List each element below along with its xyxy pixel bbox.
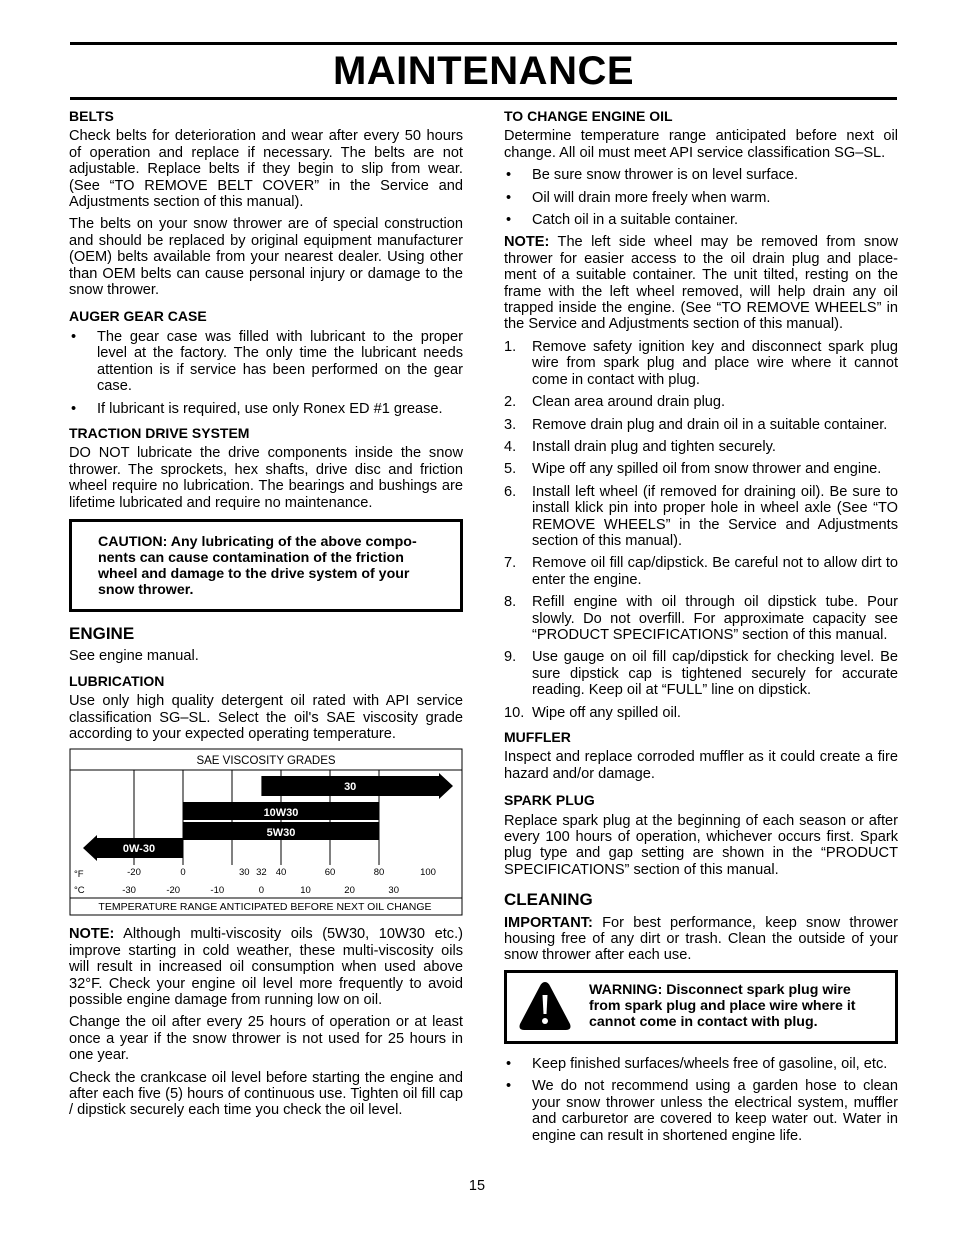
list-item: • Keep finished surfaces/wheels free of gasoline, oil, etc. bbox=[504, 1056, 898, 1072]
step-text: Wipe off any spilled oil. bbox=[532, 704, 681, 721]
step-text: Remove safety ignition key and disconnect spark plug wire from spark plug and place wire where it cannot come in contact with plug. bbox=[532, 338, 898, 388]
fahrenheit-tick-label: 0 bbox=[180, 867, 186, 879]
step-number: 6. bbox=[504, 483, 517, 500]
celsius-unit: °C bbox=[74, 885, 85, 897]
step-number: 8. bbox=[504, 594, 517, 611]
engine-heading: ENGINE bbox=[69, 623, 135, 643]
change-oil-list bbox=[504, 167, 898, 228]
wheel-note-text: The left side wheel may be removed from snow thrower for easier access to the oil drain plug and place-ment of a suitable container. The unit tilted, resting on the frame with the left wheel removed, will help drain any oil trapped inside the engine. (See “TO REMOVE WHEELS” in the Service and Adjustments section of this manual). bbox=[504, 234, 898, 333]
spark-plug-paragraph: Replace spark plug at the beginning of each season or after every 100 hours of operation, whichever occurs first. Spark plug type and gap setting are shown in the “PRODUCT SPECIFICATIONS” section of this manual. bbox=[504, 812, 898, 878]
belts-heading: BELTS bbox=[69, 108, 114, 124]
wheel-note-paragraph bbox=[504, 234, 898, 332]
step-text: Install drain plug and tighten securely. bbox=[532, 438, 776, 455]
belts-paragraph-1: Check belts for deterioration and wear after every 50 hours of operation and replace if necessary. The belts are not adjustable. Replace belts if they begin to slip from wear. (See “TO REMOVE BELT COVER” in the Service and Adjustments section of this manual). bbox=[69, 128, 463, 211]
list-item: • Oil will drain more freely when warm. bbox=[504, 190, 898, 206]
note-text: Although multi-viscosity oils (5W30, 10W30 etc.) improve starting in cold weather, these multi-viscosity oils will result in increased oil consumption when used above 32°F. Check your engine oil level more frequently to avoid possible engine damage from running low on oil. bbox=[69, 926, 463, 1008]
list-item bbox=[504, 417, 898, 433]
step-number: 5. bbox=[504, 461, 517, 478]
title-rule bbox=[70, 97, 897, 100]
list-item bbox=[504, 594, 898, 643]
muffler-heading: MUFFLER bbox=[504, 729, 571, 745]
celsius-tick-label: 20 bbox=[344, 885, 355, 897]
celsius-tick-label: 30 bbox=[388, 885, 399, 897]
step-number: 2. bbox=[504, 394, 517, 411]
step-text: Remove drain plug and drain oil in a suitable container. bbox=[532, 416, 888, 433]
list-item: • The gear case was filled with lubricant to the proper level at the factory. The only time the lubricant needs attention is if service has been performed on the gear case. bbox=[69, 329, 463, 395]
grade-label: 5W30 bbox=[266, 827, 296, 840]
step-text: Clean area around drain plug. bbox=[532, 394, 726, 411]
grade-label: 30 bbox=[344, 781, 357, 794]
fahrenheit-tick-label: 60 bbox=[324, 867, 336, 879]
step-text: Remove oil fill cap/dipstick. Be careful not to allow dirt to enter the engine. bbox=[532, 555, 898, 588]
engine-paragraph: See engine manual. bbox=[69, 648, 199, 665]
caution-text: CAUTION: Any lubricating of the above compo-nents can cause contamination of the friction wheel and damage to the drive system of your snow thrower. bbox=[98, 533, 417, 598]
right-column bbox=[504, 108, 898, 1150]
grade-bar bbox=[261, 773, 453, 799]
important-paragraph bbox=[504, 915, 898, 964]
wheel-note-label: NOTE: bbox=[504, 234, 550, 251]
fahrenheit-tick-label: -20 bbox=[127, 867, 141, 879]
step-text: Wipe off any spilled oil from snow thrower and engine. bbox=[532, 461, 882, 478]
step-number: 9. bbox=[504, 649, 517, 666]
lubrication-heading: LUBRICATION bbox=[69, 672, 165, 689]
step-number: 7. bbox=[504, 555, 517, 572]
celsius-tick-label: -20 bbox=[166, 885, 181, 897]
lubrication-paragraph: Use only high quality detergent oil rated with API service classification SG–SL. Select the oil's SAE viscosity grade according to your expected operating temperature. bbox=[69, 693, 463, 742]
change-oil-intro: Determine temperature range anticipated before next oil change. All oil must meet API service classification SG–SL. bbox=[504, 128, 898, 161]
fahrenheit-tick-label: 80 bbox=[373, 867, 385, 879]
change-oil-heading: TO CHANGE ENGINE OIL bbox=[504, 108, 673, 124]
grade-label: 0W-30 bbox=[122, 843, 156, 856]
auger-heading: AUGER GEAR CASE bbox=[69, 308, 207, 325]
top-rule bbox=[70, 42, 897, 45]
list-item: • We do not recommend using a garden hose to clean your snow thrower unless the electrical system, muffler and carburetor are covered to keep water out. Water in engine can result in shortened engine life. bbox=[504, 1078, 898, 1144]
traction-paragraph: DO NOT lubricate the drive components inside the snow thrower. The sprockets, hex shafts, drive disc and friction wheel require no lubrication. The bearings and bushings are lifetime lubricated and require no maintenance. bbox=[69, 445, 463, 511]
list-item: • Catch oil in a suitable container. bbox=[504, 212, 898, 228]
step-number: 4. bbox=[504, 438, 517, 455]
step-number: 3. bbox=[504, 416, 517, 433]
important-text: For best performance, keep snow thrower housing free of any dirt or trash. Clean the outside of your snow thrower after each use. bbox=[504, 914, 898, 964]
chart-xlabel: TEMPERATURE RANGE ANTICIPATED BEFORE NEXT OIL CHANGE bbox=[98, 901, 432, 914]
list-item bbox=[504, 461, 898, 477]
celsius-tick-label: 0 bbox=[258, 885, 265, 897]
cleaning-heading: CLEANING bbox=[504, 890, 593, 910]
list-item bbox=[504, 339, 898, 388]
list-item: • Be sure snow thrower is on level surface. bbox=[504, 167, 898, 183]
list-item bbox=[504, 484, 898, 550]
list-item bbox=[504, 394, 898, 410]
list-item bbox=[504, 555, 898, 588]
auger-list bbox=[69, 329, 463, 417]
warning-icon bbox=[517, 979, 573, 1033]
muffler-paragraph: Inspect and replace corroded muffler as it could create a fire hazard and/or damage. bbox=[504, 749, 898, 782]
cleaning-list bbox=[504, 1056, 898, 1144]
list-item: • If lubricant is required, use only Ronex ED #1 grease. bbox=[69, 401, 463, 417]
warning-text: WARNING: Disconnect spark plug wire from spark plug and place wire where it cannot come in contact with plug. bbox=[589, 981, 856, 1030]
list-item bbox=[504, 705, 898, 721]
step-number: 1. bbox=[504, 338, 517, 355]
change-oil-paragraph: Change the oil after every 25 hours of operation or at least once a year if the snow thrower is not used for 25 hours in one year. bbox=[69, 1014, 463, 1064]
fahrenheit-tick-label: 30 bbox=[238, 867, 250, 879]
list-item bbox=[504, 649, 898, 698]
warning-box bbox=[504, 970, 898, 1044]
caution-box bbox=[69, 519, 463, 612]
list-item bbox=[504, 439, 898, 455]
check-oil-paragraph: Check the crankcase oil level before starting the engine and after each five (5) hours of continuous use. Tighten oil fill cap / dipstick securely each time you check the oil level. bbox=[69, 1069, 463, 1119]
chart-title: SAE VISCOSITY GRADES bbox=[196, 755, 336, 768]
celsius-tick-label: 10 bbox=[300, 885, 311, 897]
fahrenheit-tick-label: 40 bbox=[275, 867, 287, 879]
belts-paragraph-2: The belts on your snow thrower are of special construction and should be replaced by original equipment manufacturer (OEM) belts available from your nearest dealer. Using other than OEM belts can cause personal injury or damage to the snow thrower. bbox=[69, 216, 463, 299]
step-text: Refill engine with oil through oil dipstick tube. Pour slowly. Do not overfill. For approximate capacity see “PRODUCT SPECIFICATIONS” section of this manual. bbox=[532, 594, 898, 643]
celsius-tick-label: -30 bbox=[122, 885, 136, 897]
celsius-tick-label: -10 bbox=[210, 885, 225, 897]
step-text: Use gauge on oil fill cap/dipstick for checking level. Be sure dipstick cap is tightened securely for accurate reading. Keep oil at “FULL” line on dipstick. bbox=[532, 649, 898, 699]
note-label: NOTE: bbox=[69, 926, 115, 943]
change-oil-steps bbox=[504, 339, 898, 721]
fahrenheit-unit: °F bbox=[74, 869, 84, 881]
spark-plug-heading: SPARK PLUG bbox=[504, 792, 595, 809]
note-paragraph bbox=[69, 926, 463, 1008]
page-title: MAINTENANCE bbox=[332, 49, 635, 93]
step-number: 10. bbox=[504, 704, 525, 721]
fahrenheit-tick-label: 32 bbox=[256, 867, 267, 879]
step-text: Install left wheel (if removed for draining oil). Be sure to install klick pin into proper hole in wheel axle (See “TO REMOVE WHEELS” in the Service and Adjustments section of this manual). bbox=[532, 483, 898, 549]
traction-heading: TRACTION DRIVE SYSTEM bbox=[69, 424, 250, 441]
page-number: 15 bbox=[468, 1178, 486, 1194]
left-column bbox=[69, 108, 463, 1125]
viscosity-chart bbox=[69, 748, 463, 916]
fahrenheit-tick-label: 100 bbox=[420, 867, 436, 879]
grade-label: 10W30 bbox=[263, 807, 299, 820]
important-label: IMPORTANT: bbox=[504, 914, 593, 931]
